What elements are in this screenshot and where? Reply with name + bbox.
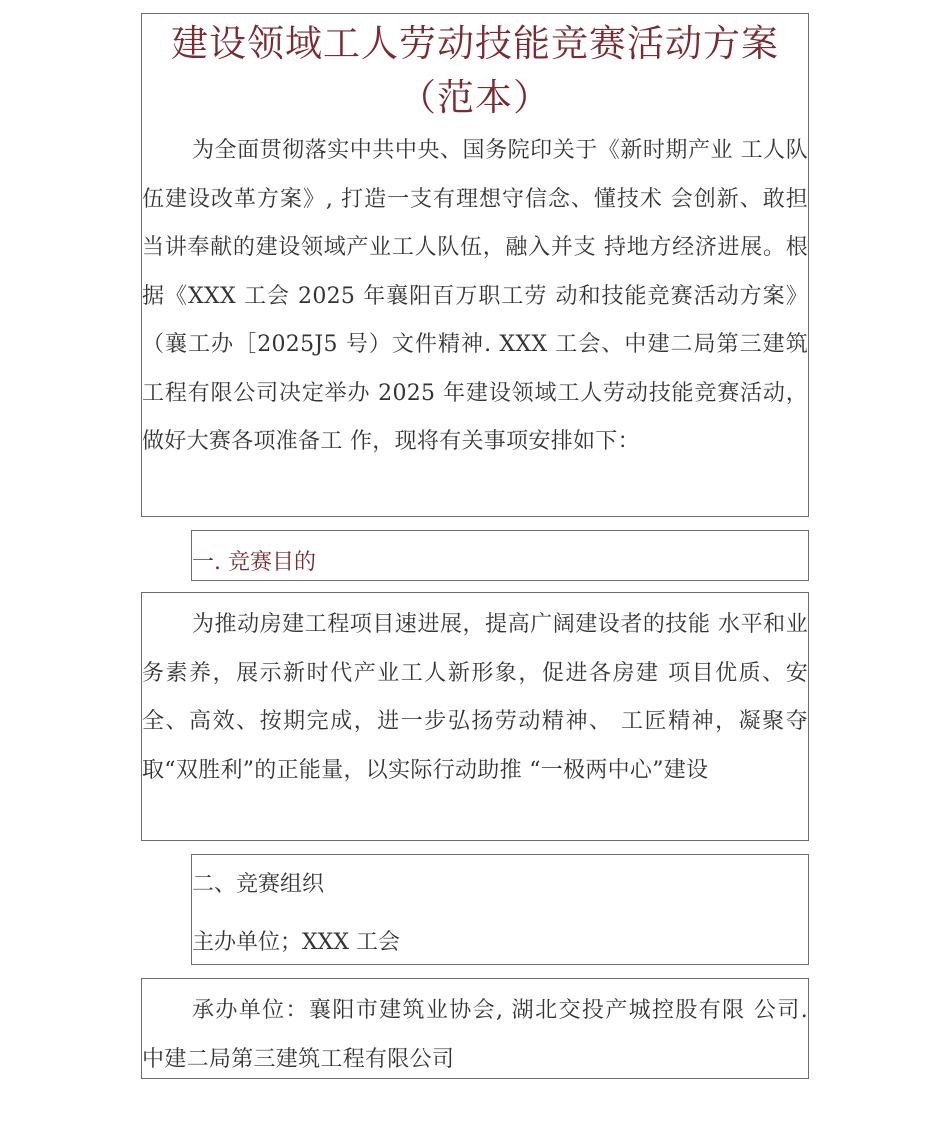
section1-heading: 一. 竞赛目的 <box>192 550 316 575</box>
document-title-line1: 建设领域工人劳动技能竞赛活动方案 <box>171 22 779 65</box>
section1-paragraph: 为推动房建工程项目速进展，提高广阔建设者的技能 水平和业务素养，展示新时代产业工人新形象，促进各房建 项目优质、安全、高效、按期完成，进一步弘扬劳动精神、 工匠精神，凝聚夺取“双胜利”的正能量，以实际行动助推 “一极两中心”建设 <box>142 612 808 783</box>
document-title-line2: （范本） <box>399 76 551 119</box>
intro-box <box>141 119 809 517</box>
organizer-paragraph: 承办单位：襄阳市建筑业协会, 湖北交投产城控股有限 公司. 中建二局第三建筑工程有限公司 <box>142 998 808 1072</box>
section2-heading: 二、竞赛组织 <box>192 872 325 897</box>
organizer-box <box>141 978 809 1079</box>
section1-body-box <box>141 592 809 841</box>
section2-box <box>191 854 809 965</box>
host-line: 主办单位；XXX 工会 <box>192 930 400 955</box>
section1-heading-box <box>191 530 809 581</box>
intro-paragraph: 为全面贯彻落实中共中央、国务院印关于《新时期产业 工人队伍建设改革方案》, 打造一支有理想守信念、懂技术 会创新、敢担当讲奉献的建设领域产业工人队伍，融入并支 持地方经济进展。根据《XXX 工会 2025 年襄阳百万职工劳 动和技能竞赛活动方案》（襄工办［2025J5 号）文件精神. XXX 工会、中建二局第三建筑工程有限公司决定举办 2025 年建设领域工人劳动技能竞赛活动，做好大赛各项准备工 作，现将有关事项安排如下： <box>142 138 808 454</box>
title-box <box>141 13 809 119</box>
